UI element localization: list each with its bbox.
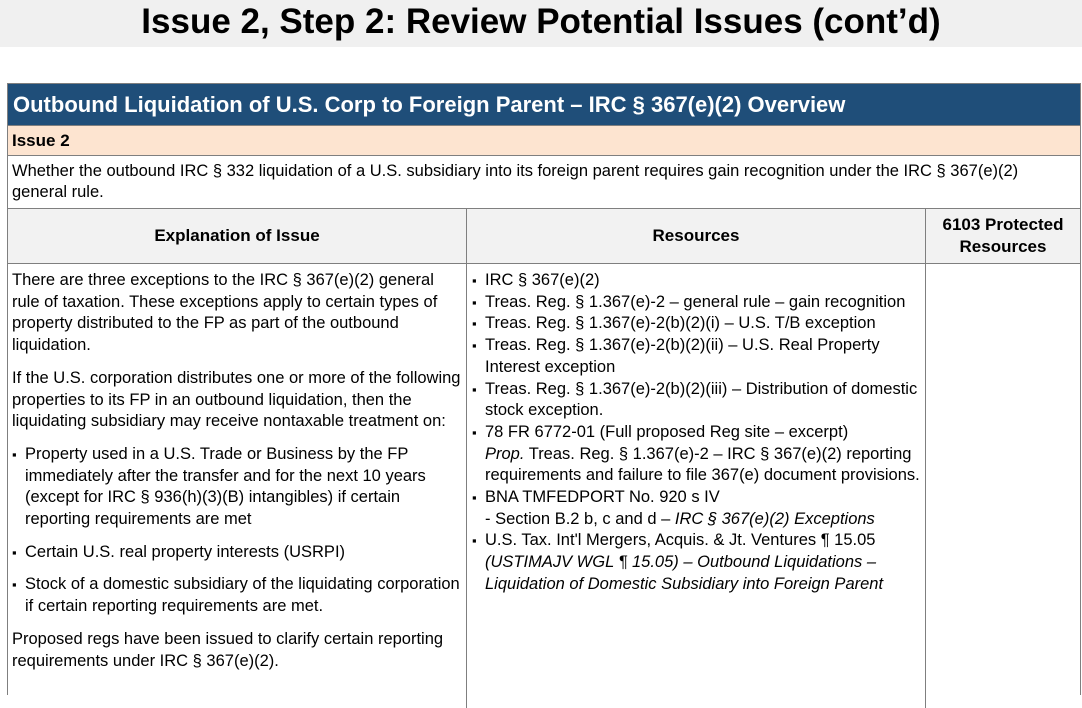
- resource-list: [469, 270, 924, 596]
- overview-table: [7, 83, 1081, 695]
- explanation-cell: [12, 270, 462, 683]
- resource-item: [469, 530, 924, 595]
- resource-line: ▪ BNA TMFEDPORT No. 920 s IV: [485, 488, 720, 507]
- list-item: ▪ Certain U.S. real property interests (USRPI): [12, 542, 462, 564]
- explanation-paragraph: There are three exceptions to the IRC § 367(e)(2) general rule of taxation. These exceptions apply to certain types of property distributed to the FP as part of the outbound liquidation.: [12, 271, 438, 355]
- explanation-paragraph: If the U.S. corporation distributes one or more of the following properties to its FP in an outbound liquidation, then the liquidating subsidiary may receive nontaxable treatment on:: [12, 368, 461, 431]
- issue-question: Whether the outbound IRC § 332 liquidation of a U.S. subsidiary into its foreign parent requires gain recognition under the IRC § 367(e)(2) general rule.: [8, 155, 1080, 208]
- resource-item: ▪ IRC § 367(e)(2): [469, 270, 924, 292]
- list-item: ▪ Stock of a domestic subsidiary of the liquidating corporation if certain reporting requirements are met.: [12, 574, 462, 617]
- column-divider: [925, 208, 926, 708]
- column-header-resources: Resources: [652, 226, 740, 245]
- resource-item: [469, 422, 924, 487]
- explanation-paragraph: Proposed regs have been issued to clarify certain reporting requirements under IRC § 367(e)(2).: [12, 629, 444, 670]
- resource-line: (USTIMAJV WGL ¶ 15.05) – Outbound Liquidations – Liquidation of Domestic Subsidiary into Foreign Parent: [485, 553, 884, 593]
- resource-line: ▪ 78 FR 6772-01 (Full proposed Reg site – excerpt): [485, 422, 849, 441]
- resource-line: ▪ U.S. Tax. Int'l Mergers, Acquis. & Jt. Ventures ¶ 15.05: [485, 531, 876, 550]
- column-header-explanation: Explanation of Issue: [154, 226, 320, 245]
- column-divider: [466, 208, 467, 708]
- page-title: Issue 2, Step 2: Review Potential Issues (cont’d): [141, 2, 941, 41]
- list-item: ▪ Property used in a U.S. Trade or Business by the FP immediately after the transfer and for the next 10 years (except for IRC § 936(h)(3)(B) intangibles) if certain reporting requirements are met: [12, 444, 462, 531]
- column-header-protected: 6103 Protected Resources: [942, 215, 1064, 256]
- resource-item: ▪ Treas. Reg. § 1.367(e)-2(b)(2)(i) – U.S. T/B exception: [469, 313, 924, 335]
- resource-line: Prop. Treas. Reg. § 1.367(e)-2 – IRC § 367(e)(2) reporting requirements and failure to file 367(e) document provisions.: [485, 444, 920, 485]
- resource-item: [469, 487, 924, 530]
- resource-item: ▪ Treas. Reg. § 1.367(e)-2(b)(2)(ii) – U.S. Real Property Interest exception: [469, 335, 924, 378]
- resources-cell: [469, 270, 924, 596]
- resource-item: ▪ Treas. Reg. § 1.367(e)-2(b)(2)(iii) – Distribution of domestic stock exception.: [469, 379, 924, 422]
- issue-label: Issue 2: [8, 125, 1080, 155]
- resource-line: - Section B.2 b, c and d – IRC § 367(e)(2) Exceptions: [485, 509, 875, 528]
- exception-list: [12, 444, 462, 618]
- column-header-row: [8, 208, 1080, 264]
- resource-item: ▪ Treas. Reg. § 1.367(e)-2 – general rule – gain recognition: [469, 292, 924, 314]
- table-header: Outbound Liquidation of U.S. Corp to Foreign Parent – IRC § 367(e)(2) Overview: [8, 84, 1080, 125]
